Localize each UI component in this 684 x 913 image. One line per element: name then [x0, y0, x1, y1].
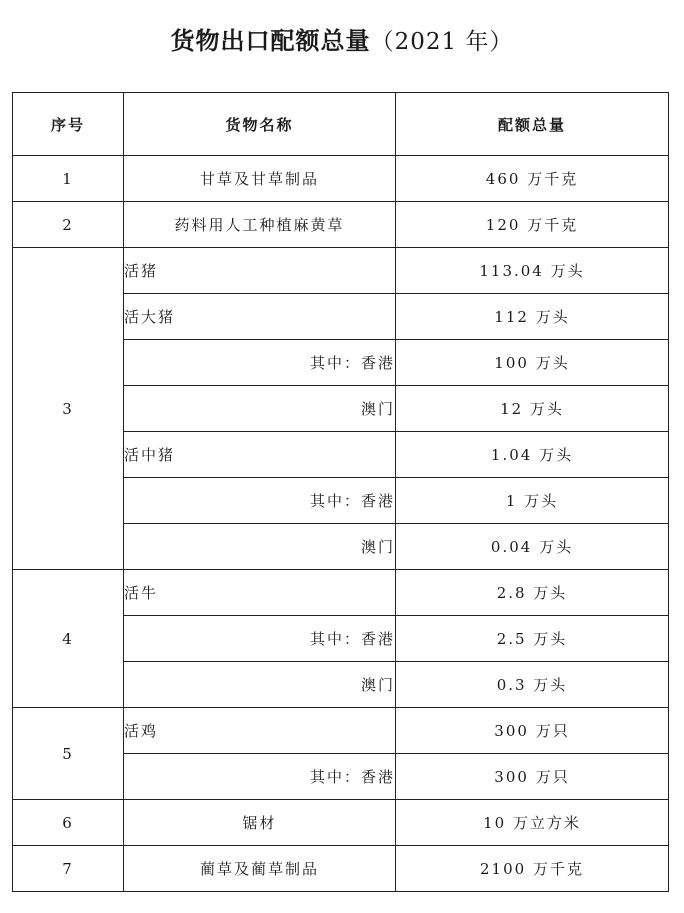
goods-name-cell: 其中：香港: [124, 478, 396, 524]
row-index: 3: [13, 248, 124, 570]
table-body: [13, 156, 669, 892]
quota-quantity-cell: 112 万头: [396, 294, 669, 340]
table-row: [13, 202, 669, 248]
quota-quantity-cell: 2.5 万头: [396, 616, 669, 662]
goods-name-cell: 甘草及甘草制品: [124, 156, 396, 202]
goods-name-cell: 活牛: [124, 570, 396, 616]
goods-name-cell: 活猪: [124, 248, 396, 294]
goods-name-cell: 其中：香港: [124, 616, 396, 662]
quota-quantity-cell: 120 万千克: [396, 202, 669, 248]
quota-table: [12, 92, 669, 892]
table-row: [13, 248, 669, 294]
quota-quantity-cell: 0.3 万头: [396, 662, 669, 708]
goods-name-cell: 其中：香港: [124, 754, 396, 800]
table-row: [13, 708, 669, 754]
title-main: 货物出口配额总量: [170, 27, 371, 55]
row-index: 7: [13, 846, 124, 892]
header-index: 序号: [13, 93, 124, 156]
quota-quantity-cell: 1 万头: [396, 478, 669, 524]
quota-quantity-cell: 100 万头: [396, 340, 669, 386]
goods-name-cell: 药料用人工种植麻黄草: [124, 202, 396, 248]
header-goods-name: 货物名称: [124, 93, 396, 156]
row-index: 6: [13, 800, 124, 846]
table-row: [13, 156, 669, 202]
goods-name-cell: 澳门: [124, 386, 396, 432]
goods-name-cell: 其中：香港: [124, 340, 396, 386]
row-index: 2: [13, 202, 124, 248]
table-header-row: [13, 93, 669, 156]
header-quota-total: 配额总量: [396, 93, 669, 156]
quota-quantity-cell: 10 万立方米: [396, 800, 669, 846]
quota-quantity-cell: 2.8 万头: [396, 570, 669, 616]
goods-name-cell: 澳门: [124, 662, 396, 708]
quota-quantity-cell: 2100 万千克: [396, 846, 669, 892]
title-year: （2021 年）: [370, 29, 514, 55]
quota-quantity-cell: 300 万只: [396, 708, 669, 754]
quota-quantity-cell: 1.04 万头: [396, 432, 669, 478]
table-row: [13, 800, 669, 846]
quota-quantity-cell: 113.04 万头: [396, 248, 669, 294]
goods-name-cell: 活鸡: [124, 708, 396, 754]
quota-quantity-cell: 0.04 万头: [396, 524, 669, 570]
goods-name-cell: 蔺草及蔺草制品: [124, 846, 396, 892]
row-index: 1: [13, 156, 124, 202]
table-row: [13, 846, 669, 892]
goods-name-cell: 锯材: [124, 800, 396, 846]
goods-name-cell: 活中猪: [124, 432, 396, 478]
goods-name-cell: 活大猪: [124, 294, 396, 340]
goods-name-cell: 澳门: [124, 524, 396, 570]
page-title: [0, 24, 684, 59]
table-row: [13, 570, 669, 616]
row-index: 5: [13, 708, 124, 800]
quota-quantity-cell: 460 万千克: [396, 156, 669, 202]
quota-quantity-cell: 12 万头: [396, 386, 669, 432]
quota-quantity-cell: 300 万只: [396, 754, 669, 800]
row-index: 4: [13, 570, 124, 708]
